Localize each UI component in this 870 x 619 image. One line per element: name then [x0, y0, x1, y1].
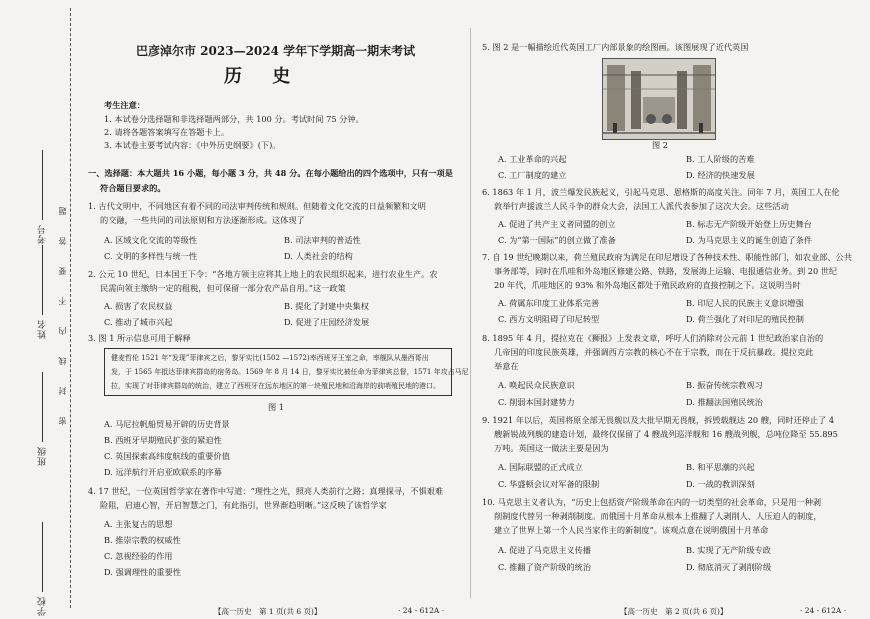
- question-stem: 民需向领主缴纳一定的租税，但可保留一部分农产品自用。”这一政策: [100, 283, 346, 293]
- question-stem: 3. 图 1 所示信息可用于解释: [88, 333, 191, 343]
- option-d: D. 一战的教训深刻: [686, 479, 755, 489]
- seal-char: 封: [58, 385, 67, 395]
- question-stem: 20 年代，爪哇地区的 93% 和外岛地区都处于殖民政府的直接控制之下。这说明当时: [494, 280, 801, 290]
- option-c: C. 英国探索高纬度航线的重要价值: [104, 451, 230, 461]
- seal-char: 内: [58, 325, 67, 335]
- figure-caption: 图 1: [268, 402, 284, 412]
- notice-item: 2. 请将各题答案填写在答题卡上。: [104, 127, 230, 137]
- option-a: A. 工业革命的兴起: [498, 154, 567, 164]
- source-line: 拉，实现了对菲律宾群岛的统治，建立了西班牙在远东地区的第一块殖民地和沿海岸的前哨殖民地的港口。: [111, 382, 440, 390]
- notice-item: 3. 本试卷主要考试内容：《中外历史纲要》(下)。: [104, 140, 281, 150]
- option-b: B. 工人阶级的苦难: [686, 154, 755, 164]
- option-c: C. 推动了城市兴起: [104, 317, 173, 327]
- source-line: 发，于 1565 年抵达菲律宾群岛的宿务岛。1569 年 8 月 14 日，黎牙实比被任命为菲律宾总督，1571 年攻占马尼: [111, 368, 469, 376]
- binding-line: [70, 8, 71, 608]
- option-b: B. 实现了无产阶级专政: [686, 545, 771, 555]
- exam-title: 巴彦淖尔市 2023—2024 学年下学期高一期末考试: [136, 44, 416, 58]
- page-code: · 24 - 612A ·: [800, 606, 847, 615]
- seal-char: 答: [58, 235, 67, 245]
- option-a: A. 区域文化交流的等级性: [104, 235, 197, 245]
- option-d: D. 荷兰强化了对印尼的殖民控制: [686, 314, 804, 324]
- option-a: A. 损害了农民权益: [104, 301, 173, 311]
- question-stem: 险阻，启迪心智，开启智慧之门，有此指引，世界渐趋明晰。”这反映了该哲学家: [100, 500, 387, 510]
- notice-item: 1. 本试卷分选择题和非选择题两部分，共 100 分。考试时间 75 分钟。: [104, 114, 364, 124]
- source-box: [104, 348, 469, 396]
- question-stem: 5. 图 2 是一幅描绘近代英国工厂内部景象的绘图画。该图展现了近代英国: [482, 42, 749, 52]
- question-stem: 几帝国的印度民族英雄，并强调西方宗教的核心不在于宗教，而在于反抗暴政。提拉克此: [494, 347, 814, 357]
- option-c: C. 文明的多样性与统一性: [104, 251, 198, 261]
- option-b: B. 印尼人民的民族主义意识增强: [686, 298, 804, 308]
- seal-char: 线: [58, 355, 67, 365]
- option-d: D. 推翻法国殖民统治: [686, 397, 763, 407]
- page-divider: [470, 28, 471, 598]
- question-stem: 10. 马克思主义者认为，“历史上包括资产阶级革命在内的一切类型的社会革命，只是用一种剥: [482, 497, 822, 507]
- option-d: D. 人类社会的结构: [284, 251, 353, 261]
- seal-char: 要: [58, 265, 67, 275]
- option-d: D. 远洋航行开启亚欧联系的序幕: [104, 467, 222, 477]
- question-stem: 举意在: [494, 361, 519, 371]
- question-stem: 的交融，一些共同的司法原则和方法逐渐形成。这体现了: [100, 215, 305, 225]
- option-b: B. 推崇宗教的权威性: [104, 535, 181, 545]
- option-c: C. 工厂制度的建立: [498, 170, 567, 180]
- question-stem: 敦举行声援波兰人民斗争的群众大会，法国工人派代表参加了这次大会。这些活动: [494, 201, 789, 211]
- page-footer: 【高一历史 第 1 页(共 6 页)】: [214, 607, 322, 616]
- question-stem: 事务部等，同时在爪哇和外岛地区修建公路、铁路，发展海上运输、电报通信业务。到 20 世纪: [494, 266, 838, 276]
- option-d: D. 为马克思主义的诞生创造了条件: [686, 235, 813, 245]
- question-stem: 艘新锐战列舰的建造计划，最终仅保留了 4 艘战列巡洋舰和 16 艘战列舰，总吨位降至 55.895: [494, 429, 838, 439]
- factory-drawing: [603, 59, 715, 139]
- option-c: C. 为“第一国际”的创立做了准备: [498, 235, 616, 245]
- seal-char: 题: [58, 205, 67, 215]
- option-c: C. 西方文明阻碍了印尼转型: [498, 314, 600, 324]
- option-c: C. 推翻了资产阶级的统治: [498, 562, 592, 572]
- page-footer: 【高一历史 第 2 页(共 6 页)】: [620, 607, 728, 616]
- option-d: D. 彻底消灭了剥削阶级: [686, 562, 772, 572]
- option-b: B. 振奋传统宗教观习: [686, 380, 763, 390]
- question-stem: 2. 公元 10 世纪，日本国王下令：“各地方领主应将其上地上的农民组织起来，进行农业生产。农: [88, 269, 438, 279]
- option-d: D. 经济的快速发展: [686, 170, 755, 180]
- page-code: · 24 - 612A ·: [398, 606, 445, 615]
- option-c: C. 削弱本国封建势力: [498, 397, 575, 407]
- option-a: A. 促进了共产主义者同盟的创立: [498, 219, 616, 229]
- option-a: A. 荷属东印度工业体系完善: [498, 298, 600, 308]
- seal-char: 不: [58, 295, 67, 305]
- option-a: A. 主张复古的思想: [104, 519, 173, 529]
- school-field: 学校: [36, 522, 49, 616]
- question-stem: 1. 古代文明中，不同地区有着不同的司法审判传统和规则。但随着文化交流的日益频繁和文明: [88, 201, 426, 211]
- option-b: B. 标志无产阶级开始登上历史舞台: [686, 219, 812, 229]
- question-stem: 4. 17 世纪，一位英国哲学家在著作中写道：“理性之光，照亮人类前行之路；真理探寻，不惧艰难: [88, 486, 444, 496]
- option-a: A. 国际联盟的正式成立: [498, 462, 583, 472]
- option-a: A. 马尼拉帆船贸易开辟的历史背景: [104, 419, 230, 429]
- question-stem: 6. 1863 年 1 月，波兰爆发民族起义，引起马克思、恩格斯的高度关注。同年 7 月，英国工人在伦: [482, 187, 840, 197]
- option-d: D. 促进了庄园经济发展: [284, 317, 370, 327]
- question-stem: 8. 1895 年 4 月，提拉克在《狮报》上发表文章，呼吁人们消除对公元前 1 世纪政治家自治的: [482, 333, 824, 343]
- option-a: A. 唤起民众民族意识: [498, 380, 575, 390]
- option-b: B. 和平思潮的兴起: [686, 462, 755, 472]
- section-heading: 符合题目要求的。: [100, 183, 166, 193]
- subject-title: 历 史: [224, 66, 303, 87]
- option-c: C. 忽视经验的作用: [104, 551, 173, 561]
- seal-char: 密: [58, 415, 67, 425]
- question-stem: 建立了世界上第一个人民当家作主的新制度”。该观点意在说明俄国十月革命: [494, 525, 769, 535]
- notice-heading: 考生注意：: [104, 100, 145, 110]
- class-field: 班级: [36, 372, 49, 466]
- question-stem: 9. 1921 年以后，英国将原全部无畏舰以及大批早期无畏舰，拆毁载舰达 20 艘，同时还停止了 4: [482, 415, 835, 425]
- question-stem: 削制度代替另一种剥削制度。而俄国十月革命从根本上推翻了人剥削人、人压迫人的制度，: [494, 511, 822, 521]
- binding-margin: [0, 0, 86, 619]
- question-stem: 万吨。英国这一做法主要是因为: [494, 443, 609, 453]
- question-stem: 7. 自 19 世纪晚期以来，荷兰殖民政府为满足在印尼增设了各种技术性、职能性部门，如农业部、公共: [482, 252, 852, 262]
- source-line: 健麦哲伦 1521 年“发现”菲律宾之后，黎牙实比(1502 —1572)率西班牙王室之命，率舰队从墨西哥出: [111, 354, 429, 362]
- option-d: D. 强调理性的重要性: [104, 567, 181, 577]
- exam-no-field: 考号: [36, 150, 49, 244]
- factory-illustration: [602, 58, 716, 140]
- option-c: C. 华盛顿会议对军备的限制: [498, 479, 600, 489]
- option-a: A. 促进了马克思主义传播: [498, 545, 591, 555]
- option-b: B. 提化了封建中央集权: [284, 301, 369, 311]
- section-heading: 一、选择题：本大题共 16 小题，每小题 3 分，共 48 分。在每小题给出的四个选项中，只有一项是: [88, 168, 453, 178]
- name-field: 姓名: [36, 245, 49, 339]
- figure-caption: 图 2: [652, 140, 668, 150]
- option-b: B. 西班牙早期殖民扩张的紧迫性: [104, 435, 222, 445]
- option-b: B. 司法审判的普适性: [284, 235, 361, 245]
